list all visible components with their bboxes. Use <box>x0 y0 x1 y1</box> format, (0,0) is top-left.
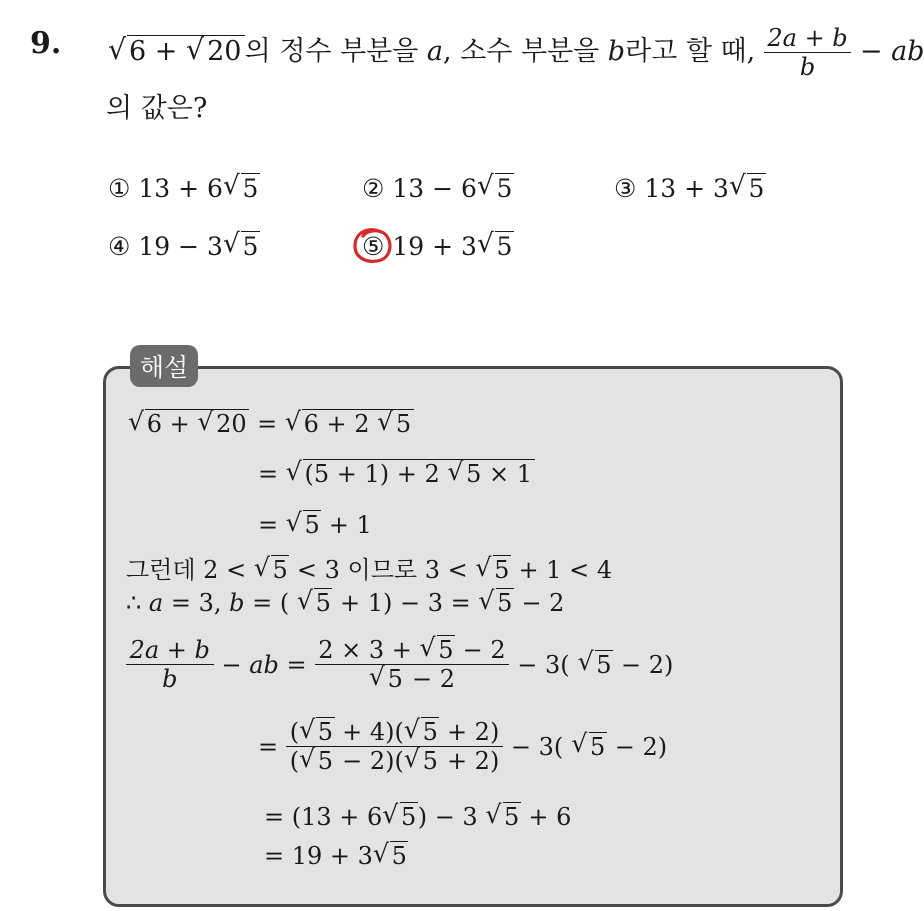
solution-line-3: = √ 5 + 1 <box>258 507 372 539</box>
choice-1[interactable]: ① 13 + 6 √ 5 <box>108 170 259 203</box>
choice-5[interactable]: ⑤ 19 + 3 √ 5 <box>362 228 513 261</box>
question-line-1: √ 6 + √ 20 의 정수 부분을 a, 소수 부분을 b라고 할 때, $\frac{2a + b}{b}$ − ab <box>108 24 924 81</box>
solution-badge: 해설 <box>130 345 198 387</box>
question-number: 9. <box>30 26 62 61</box>
solution-line-2: = √ (5 + 1) + 2 √ 5 × 1 <box>258 460 535 488</box>
solution-line-4: 그런데 2 < √ 5 < 3 이므로 3 < √ 5 + 1 < 4 <box>126 552 613 584</box>
choice-3[interactable]: ③ 13 + 3 √ 5 <box>614 170 765 203</box>
answer-circle-mark <box>351 226 395 266</box>
solution-line-9: = 19 + 3 √ 5 <box>264 838 407 870</box>
solution-line-8: = (13 + 6 √ 5) − 3 √ 5 + 6 <box>264 799 572 831</box>
solution-line-6: $\frac{2a + b}{b}$ − ab = 2 × 3 + √ 5 − 2 √ 5 − 2 − 3( √ 5 − 2) <box>126 636 673 693</box>
solution-line-5: ∴ a = 3, b = ( √ 5 + 1) − 3 = √ 5 − 2 <box>126 585 565 617</box>
question-fraction: $\frac{2a + b}{b}$ <box>764 24 852 81</box>
sqrt-expression: √ 6 + √ 20 <box>108 36 245 67</box>
solution-line-7: = ( √ 5 + 4)( √ 5 + 2) ( √ 5 − 2)( √ 5 + 2) − 3( √ 5 − 2) <box>258 714 668 775</box>
choice-2[interactable]: ② 13 − 6 √ 5 <box>362 170 513 203</box>
choice-4[interactable]: ④ 19 − 3 √ 5 <box>108 228 259 261</box>
solution-line-1: √ 6 + √ 20 = √ 6 + 2 √ 5 <box>128 410 414 438</box>
question-line-2: 의 값은? <box>106 93 208 124</box>
